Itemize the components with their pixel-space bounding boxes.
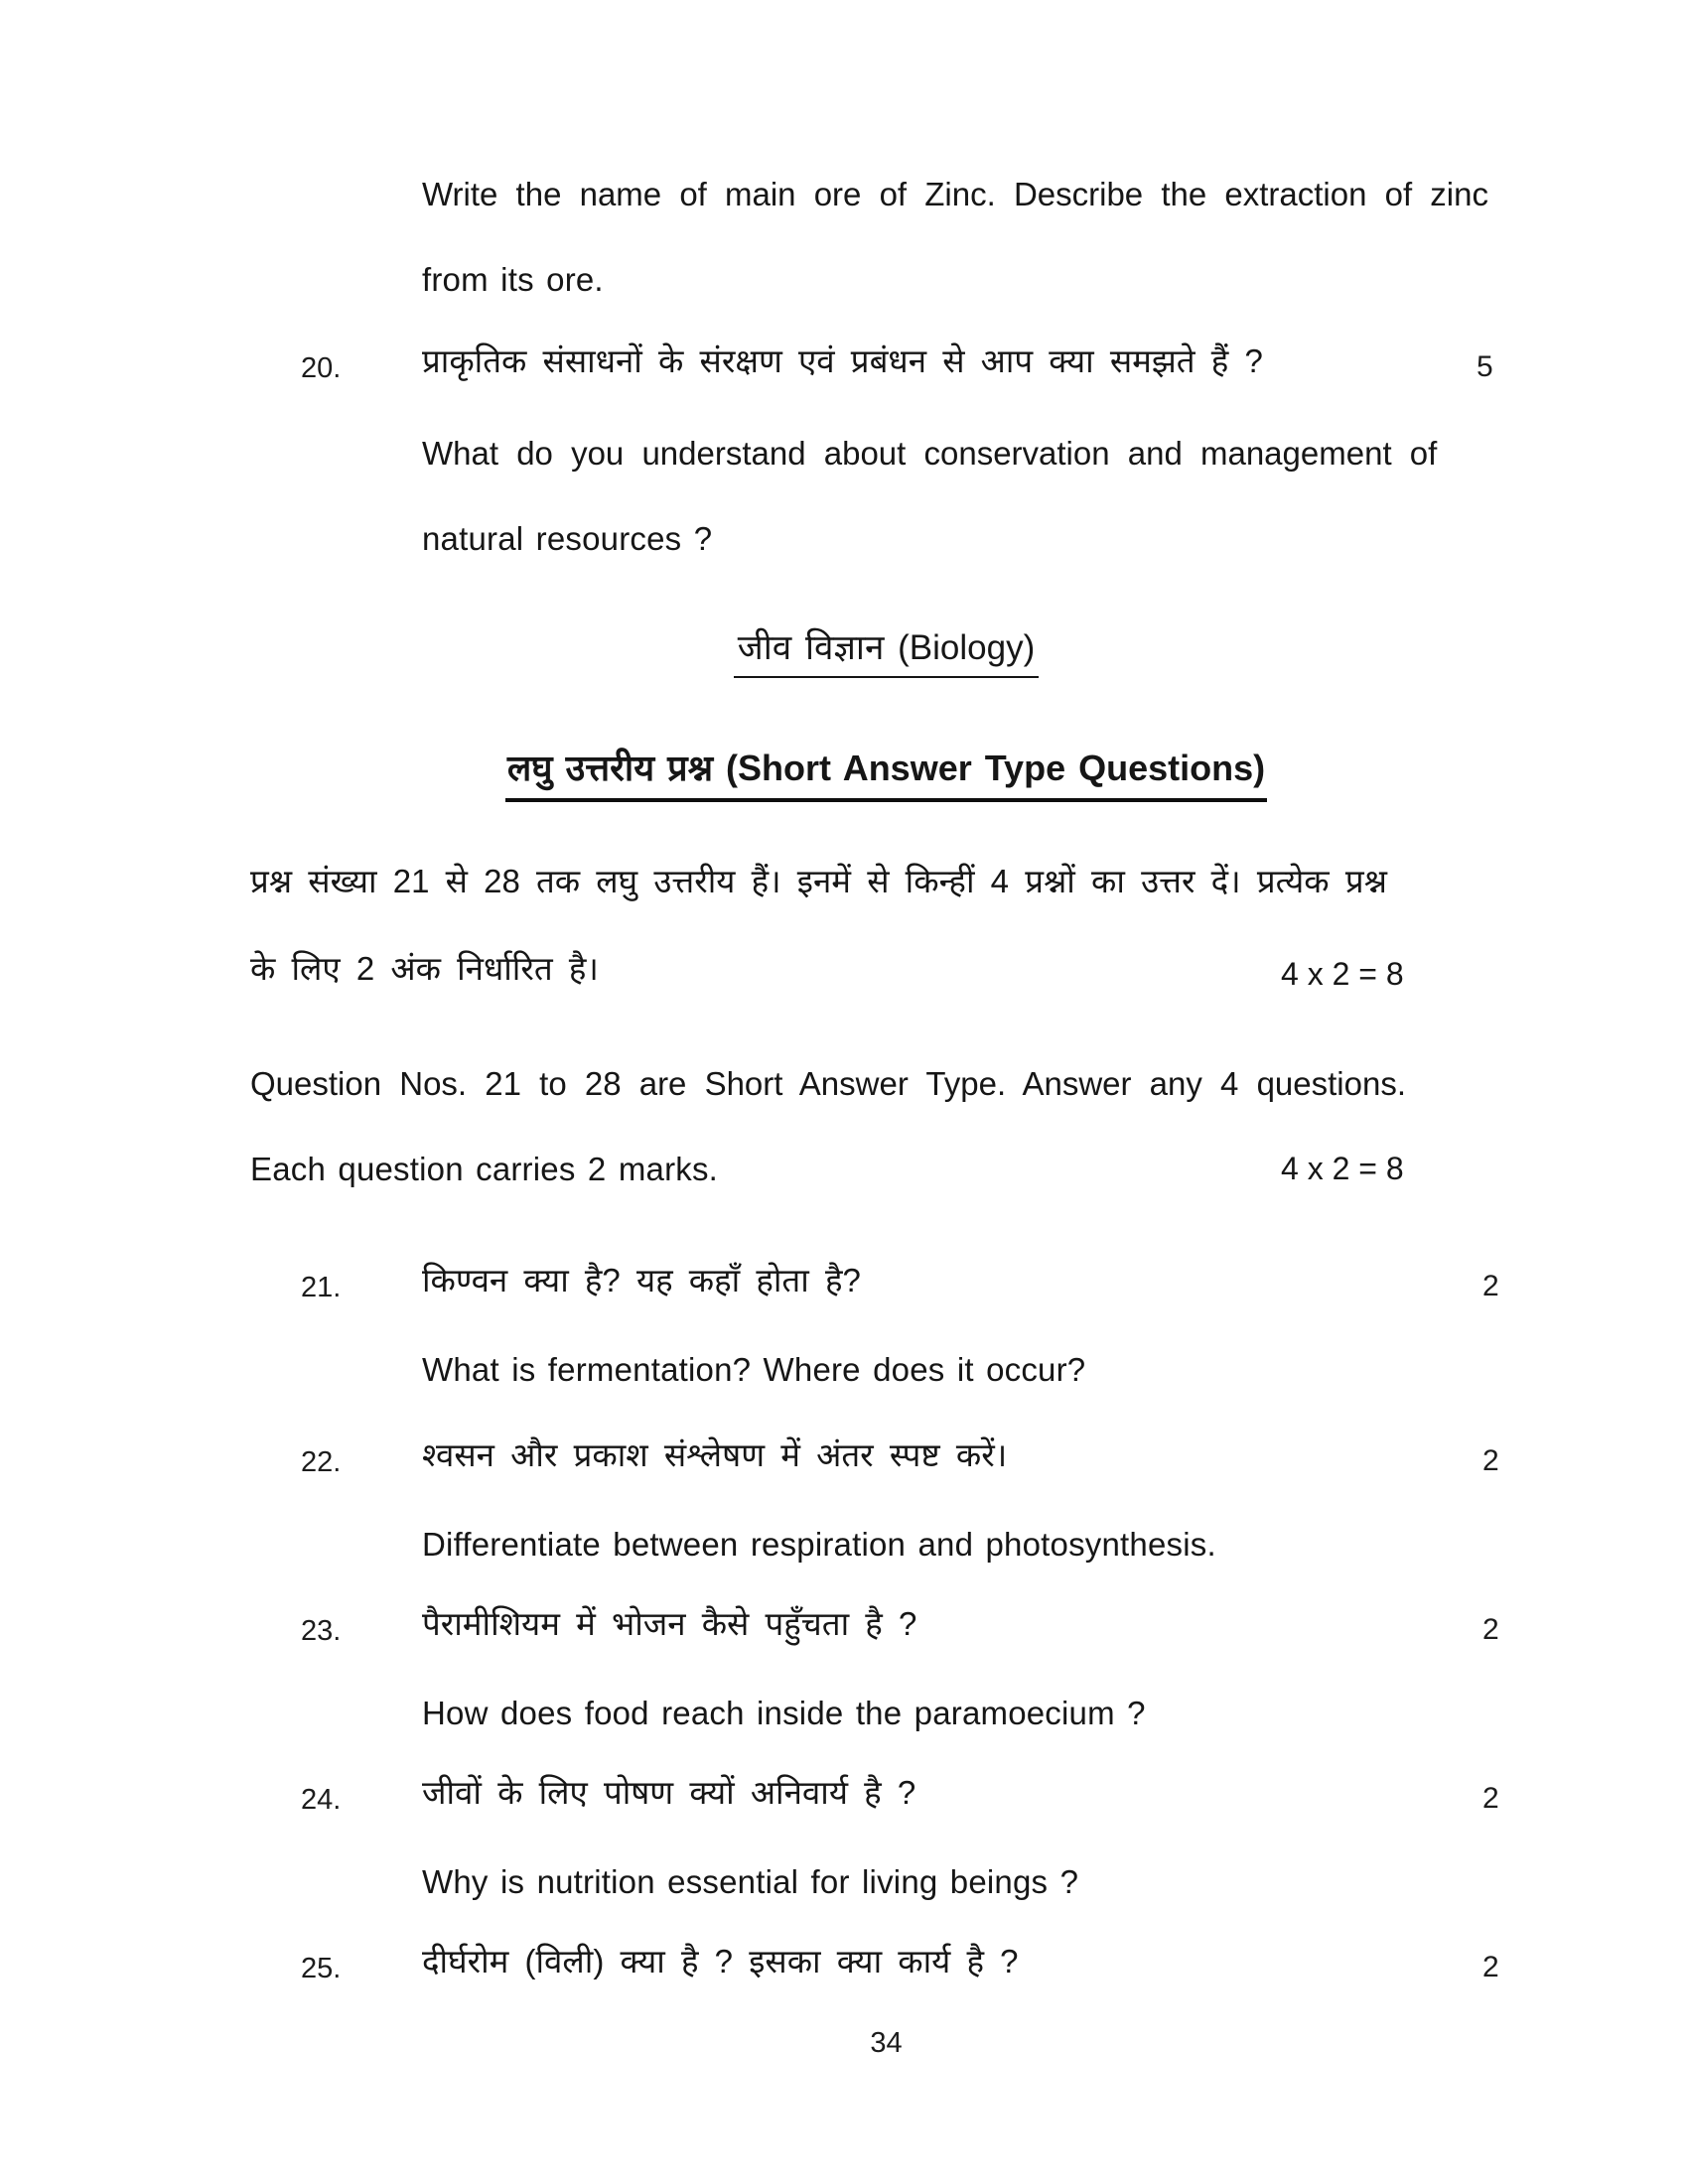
question-text-hindi: दीर्घरोम (विली) क्या है ? इसका क्या कार्य है ?: [422, 1943, 1019, 1979]
question-text-english: Differentiate between respiration and photosynthesis.: [422, 1526, 1216, 1563]
instructions-hindi-line-1: प्रश्न संख्या 21 से 28 तक लघु उत्तरीय हैं। इनमें से किन्हीं 4 प्रश्नों का उत्तर दें। प्रत्येक प्रश्न: [250, 863, 1387, 899]
instructions-english-line-2: Each question carries 2 marks.: [250, 1151, 719, 1187]
question-number: 23.: [301, 1615, 342, 1647]
instructions-english-marks: 4 x 2 = 8: [1281, 1151, 1404, 1186]
instructions-english-line-1: Question Nos. 21 to 28 are Short Answer Type. Answer any 4 questions.: [250, 1065, 1406, 1102]
question-number: 21.: [301, 1272, 342, 1303]
question-text-english: What is fermentation? Where does it occur?: [422, 1351, 1086, 1388]
instructions-hindi-line-2: के लिए 2 अंक निर्धारित है।: [250, 950, 599, 987]
question-text-english-line-2: natural resources ?: [422, 520, 713, 557]
marks-value: 2: [1482, 1444, 1499, 1477]
section-title: [248, 623, 1524, 678]
marks-value: 2: [1482, 1613, 1499, 1646]
question-text-hindi: पैरामीशियम में भोजन कैसे पहुँचता है ?: [422, 1605, 917, 1642]
question-number: 24.: [301, 1784, 342, 1816]
section-subtitle-text: लघु उत्तरीय प्रश्न (Short Answer Type Questions): [505, 743, 1267, 802]
question-number: 25.: [301, 1953, 342, 1984]
question-text-hindi: किण्वन क्या है? यह कहाँ होता है?: [422, 1262, 861, 1298]
question-number: 20.: [301, 352, 342, 384]
page-number: 34: [870, 2027, 903, 2059]
question-text-hindi: जीवों के लिए पोषण क्यों अनिवार्य है ?: [422, 1774, 916, 1811]
question-text-hindi: प्राकृतिक संसाधनों के संरक्षण एवं प्रबंधन से आप क्या समझते हैं ?: [422, 342, 1263, 379]
carryover-english-line-2: from its ore.: [422, 261, 604, 298]
question-text-english: How does food reach inside the paramoecium ?: [422, 1695, 1146, 1731]
marks-value: 2: [1482, 1270, 1499, 1302]
marks-value: 2: [1482, 1951, 1499, 1983]
question-text-hindi: श्वसन और प्रकाश संश्लेषण में अंतर स्पष्ट करें।: [422, 1436, 1008, 1473]
section-subtitle: [248, 743, 1524, 802]
marks-value: 2: [1482, 1782, 1499, 1815]
question-text-english: Why is nutrition essential for living beings ?: [422, 1863, 1079, 1900]
question-text-english-line-1: What do you understand about conservation and management of: [422, 435, 1438, 472]
question-number: 22.: [301, 1446, 342, 1478]
marks-value: 5: [1477, 350, 1493, 383]
instructions-hindi-marks: 4 x 2 = 8: [1281, 956, 1404, 992]
carryover-english-line-1: Write the name of main ore of Zinc. Describe the extraction of zinc: [422, 176, 1488, 212]
section-title-text: जीव विज्ञान (Biology): [734, 623, 1040, 678]
